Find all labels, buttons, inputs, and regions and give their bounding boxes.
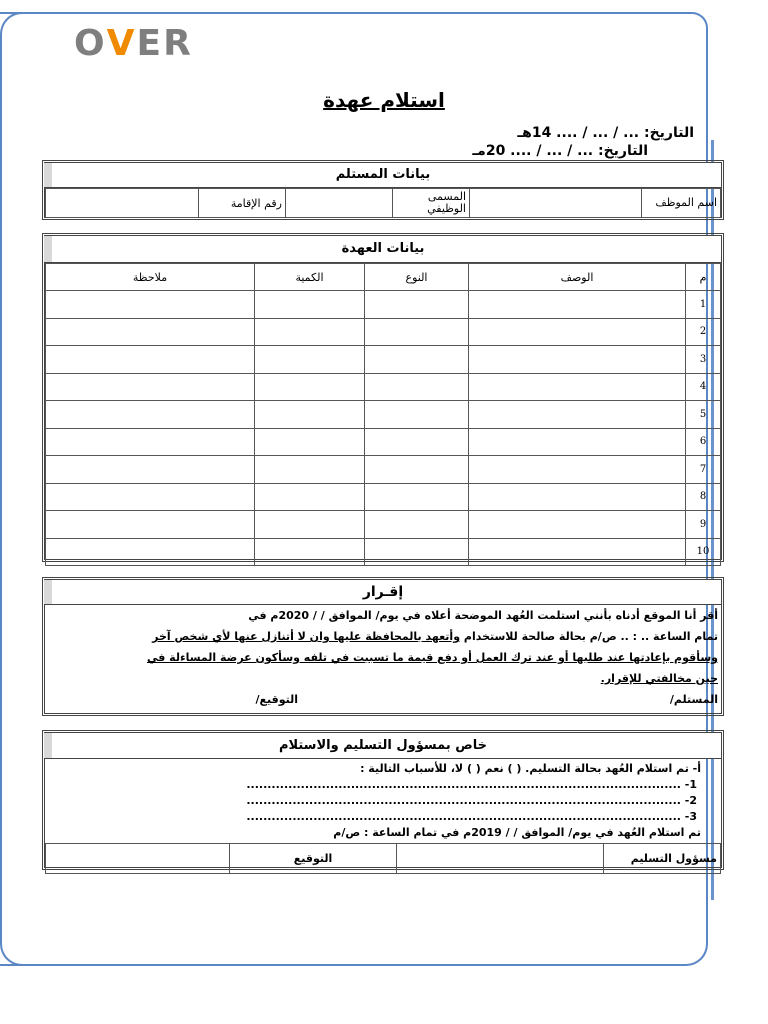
note-cell[interactable]: [46, 456, 255, 484]
recipient-section: [42, 160, 724, 220]
custody-header-row: [46, 264, 721, 291]
delivery-signature-field[interactable]: [46, 844, 230, 874]
job-title-field[interactable]: [286, 189, 393, 218]
row-number: 7: [686, 456, 721, 484]
employee-name-label: اسم الموظف: [642, 189, 721, 218]
custody-row: [46, 511, 721, 539]
logo-letter-o: O: [74, 23, 107, 64]
note-cell[interactable]: [46, 373, 255, 401]
delivery-line-a: أ- تم استلام العُهد بحالة التسليم. ( ) نعم ( ) لا، للأسباب التالية :: [360, 762, 701, 775]
note-cell[interactable]: [46, 538, 255, 566]
custody-row: [46, 483, 721, 511]
quantity-cell[interactable]: [255, 401, 365, 429]
declaration-heading: إقـرار: [45, 580, 721, 605]
delivery-item-3: 3- ........................................................................................................: [246, 810, 697, 823]
custody-row: [46, 318, 721, 346]
row-number: 8: [686, 483, 721, 511]
description-cell[interactable]: [469, 346, 686, 374]
description-cell[interactable]: [469, 318, 686, 346]
note-cell[interactable]: [46, 428, 255, 456]
note-cell[interactable]: [46, 291, 255, 319]
recipient-label: المستلم/: [669, 693, 718, 706]
col-type: النوع: [365, 264, 469, 291]
row-number: 9: [686, 511, 721, 539]
description-cell[interactable]: [469, 538, 686, 566]
declaration-line-3: وسأقوم بإعادتها عند طلبها أو عند ترك العمل أو دفع قيمة ما تسببت في تلفه وسأكون عرضة المساءلة في: [147, 651, 718, 664]
custody-row: [46, 401, 721, 429]
quantity-cell[interactable]: [255, 346, 365, 374]
col-description: الوصف: [469, 264, 686, 291]
row-number: 4: [686, 373, 721, 401]
row-number: 3: [686, 346, 721, 374]
custody-row: [46, 291, 721, 319]
note-cell[interactable]: [46, 401, 255, 429]
document-title: استلام عهدة: [323, 88, 445, 112]
quantity-cell[interactable]: [255, 538, 365, 566]
description-cell[interactable]: [469, 291, 686, 319]
description-cell[interactable]: [469, 401, 686, 429]
col-note: ملاحظة: [46, 264, 255, 291]
type-cell[interactable]: [365, 318, 469, 346]
quantity-cell[interactable]: [255, 483, 365, 511]
declaration-line-4: حين مخالفتي للإقرار.: [600, 672, 718, 685]
custody-row: [46, 456, 721, 484]
recipient-heading: بيانات المستلم: [45, 163, 721, 188]
logo-letter-r: R: [163, 23, 193, 64]
delivery-line-b: تم استلام العُهد في يوم/ الموافق / / 2019م في تمام الساعة : ص/م: [333, 826, 701, 839]
type-cell[interactable]: [365, 456, 469, 484]
type-cell[interactable]: [365, 401, 469, 429]
delivery-body: [45, 759, 721, 841]
delivery-section: [42, 730, 724, 870]
custody-row: [46, 428, 721, 456]
note-cell[interactable]: [46, 483, 255, 511]
quantity-cell[interactable]: [255, 456, 365, 484]
delivery-item-1: 1- ........................................................................................................: [246, 778, 697, 791]
note-cell[interactable]: [46, 346, 255, 374]
type-cell[interactable]: [365, 373, 469, 401]
signature-label: التوقيع/: [255, 693, 298, 706]
quantity-cell[interactable]: [255, 373, 365, 401]
declaration-section: [42, 577, 724, 716]
row-number: 1: [686, 291, 721, 319]
custody-section: [42, 233, 724, 562]
row-number: 6: [686, 428, 721, 456]
logo-letter-v: V: [106, 23, 137, 64]
declaration-line-2b: وأتعهد بالمحافظة عليها وان لا أتنازل عنها لأي شخص آخر: [152, 630, 461, 643]
description-cell[interactable]: [469, 428, 686, 456]
type-cell[interactable]: [365, 428, 469, 456]
col-quantity: الكمية: [255, 264, 365, 291]
col-number: م: [686, 264, 721, 291]
type-cell[interactable]: [365, 346, 469, 374]
delivery-heading: خاص بمسؤول التسليم والاستلام: [45, 733, 721, 759]
type-cell[interactable]: [365, 538, 469, 566]
company-logo: [74, 23, 193, 64]
quantity-cell[interactable]: [255, 291, 365, 319]
custody-row: [46, 346, 721, 374]
description-cell[interactable]: [469, 511, 686, 539]
officer-label: مسؤول التسليم: [604, 844, 721, 874]
custody-heading: بيانات العهدة: [45, 236, 721, 263]
declaration-line-1: أقر أنا الموقع أدناه بأنني استلمت العُهد الموضحة أعلاه في يوم/ الموافق / / 2020م في: [248, 609, 718, 622]
employee-name-field[interactable]: [470, 189, 642, 218]
type-cell[interactable]: [365, 291, 469, 319]
date-hijri: التاريخ: ... / ... / .... 14هـ: [517, 125, 694, 141]
quantity-cell[interactable]: [255, 511, 365, 539]
row-number: 10: [686, 538, 721, 566]
row-number: 2: [686, 318, 721, 346]
delivery-signature-label: التوقيع: [230, 844, 397, 874]
officer-field[interactable]: [397, 844, 604, 874]
custody-row: [46, 538, 721, 566]
date-gregorian: التاريخ: ... / ... / .... 20مـ: [472, 143, 648, 159]
custody-row: [46, 373, 721, 401]
declaration-line-2a: تمام الساعة .. : .. ص/م بحالة صالحة للاستخدام: [460, 630, 718, 643]
row-number: 5: [686, 401, 721, 429]
note-cell[interactable]: [46, 318, 255, 346]
description-cell[interactable]: [469, 373, 686, 401]
description-cell[interactable]: [469, 456, 686, 484]
description-cell[interactable]: [469, 483, 686, 511]
custody-table: [45, 263, 721, 566]
job-title-label: المسمى الوظيفي: [393, 189, 470, 218]
type-cell[interactable]: [365, 511, 469, 539]
residence-label: رقم الإقامة: [199, 189, 286, 218]
type-cell[interactable]: [365, 483, 469, 511]
quantity-cell[interactable]: [255, 318, 365, 346]
note-cell[interactable]: [46, 511, 255, 539]
declaration-line-2: [45, 626, 721, 647]
delivery-item-2: 2- ........................................................................................................: [246, 794, 697, 807]
logo-letter-e: E: [136, 23, 164, 64]
quantity-cell[interactable]: [255, 428, 365, 456]
residence-field[interactable]: [46, 189, 199, 218]
declaration-signatures: [45, 689, 721, 710]
